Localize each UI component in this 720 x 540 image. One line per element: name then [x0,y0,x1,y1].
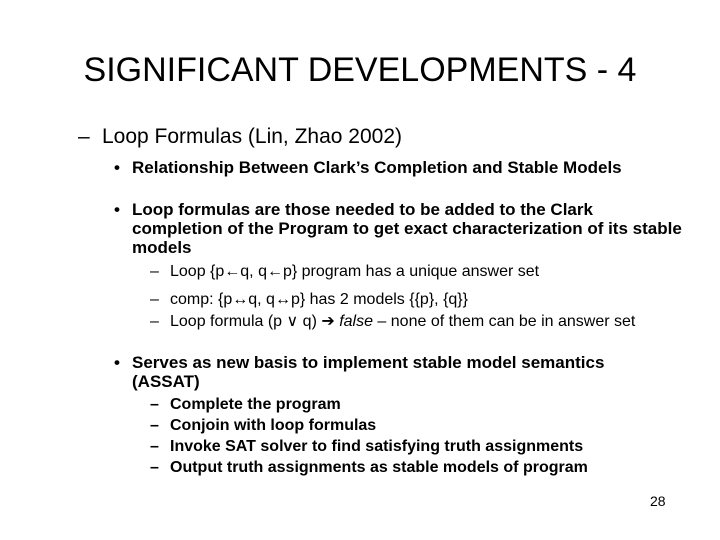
sub-item-text [170,313,640,331]
sub-item-text-post: – none of them can be in answer set [372,313,636,330]
dash-marker: – [150,291,159,308]
sub-item-text: Conjoin with loop formulas [170,417,377,434]
page-number: 28 [650,493,666,509]
sub-item [150,313,650,331]
dash-marker: – [150,396,159,413]
dash-marker: – [150,438,159,455]
bullet-marker: • [114,353,120,372]
dash-marker: – [150,459,159,476]
dash-marker: – [150,417,159,434]
level1-text: Loop Formulas (Lin, Zhao 2002) [102,125,402,148]
bullet-text: Relationship Between Clark’s Completion and Stable Models [132,158,622,177]
bullet-text: Loop formulas are those needed to be added to the Clark completion of the Program to get exact characterization of its stable models [132,200,682,257]
sub-item [150,438,690,456]
sub-item-text: Complete the program [170,396,341,413]
sub-item [150,263,690,281]
sub-item-text-pre: Loop formula (p ∨ q) ➔ [170,313,340,330]
sub-item [150,417,690,435]
sub-item-text: Invoke SAT solver to find satisfying truth assignments [170,438,584,455]
dash-marker: – [150,313,159,330]
sub-item-text: comp: {p↔q, q↔p} has 2 models {{p}, {q}} [170,291,468,308]
bullet-text: Serves as new basis to implement stable model semantics (ASSAT) [132,353,605,391]
sub-item [150,396,690,414]
sub-item [150,459,690,477]
slide-title: SIGNIFICANT DEVELOPMENTS - 4 [83,51,637,89]
sub-item [150,291,690,309]
level1-item [78,124,402,150]
bullet-item [114,200,684,257]
dash-marker: – [150,263,159,280]
bullet-item [114,353,674,391]
sub-item-text: Loop {p←q, q←p} program has a unique answer set [170,263,540,280]
bullet-marker: • [114,158,120,177]
dash-marker: – [78,125,90,148]
bullet-item [114,158,674,177]
bullet-marker: • [114,200,120,219]
sub-item-text-italic: false [339,313,373,330]
sub-item-text: Output truth assignments as stable models of program [170,459,588,476]
